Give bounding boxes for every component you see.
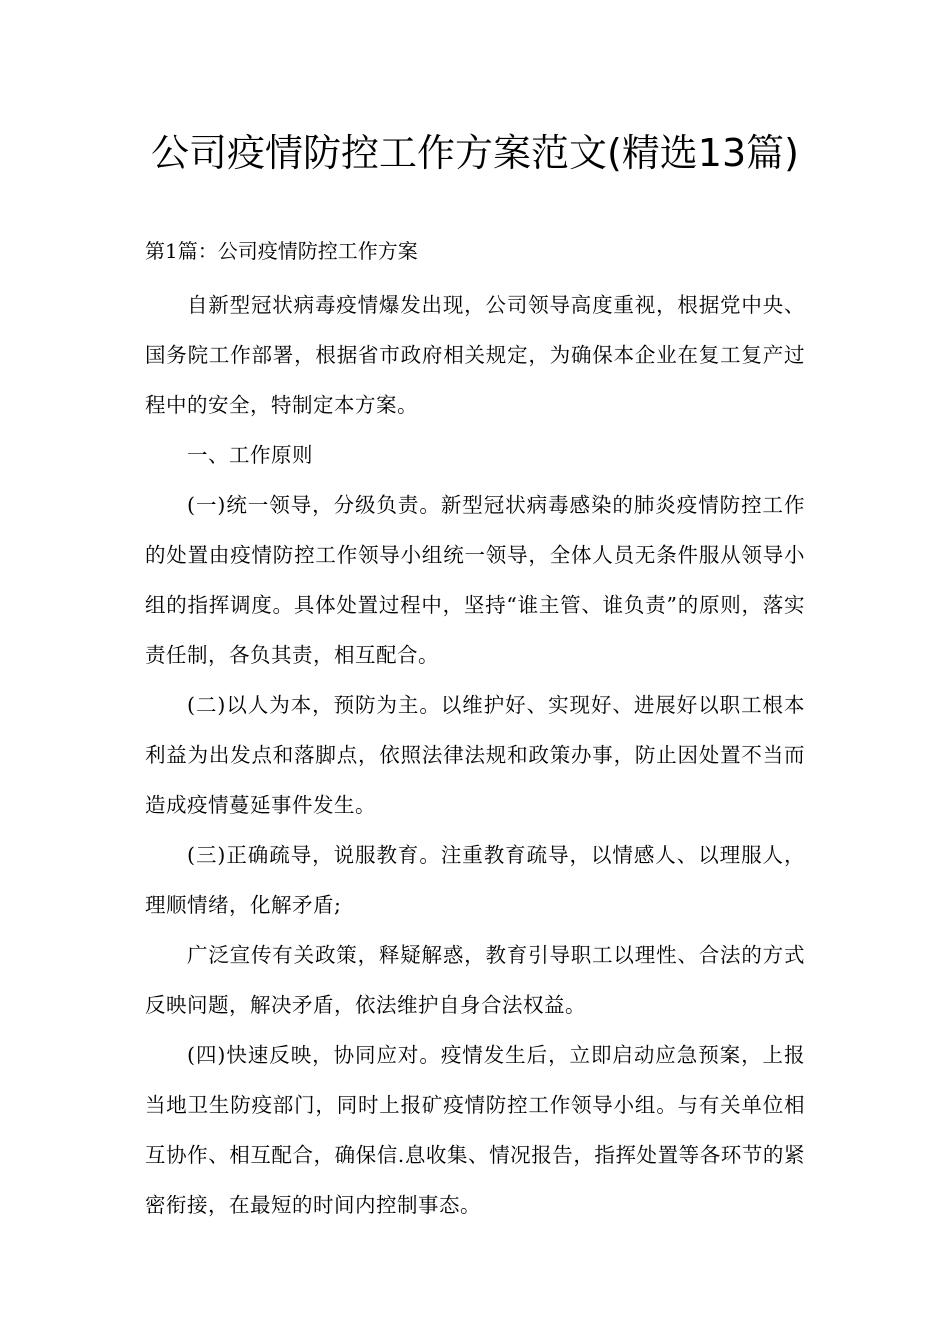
paragraph-intro: 自新型冠状病毒疫情爆发出现，公司领导高度重视，根据党中央、国务院工作部署，根据省市政府相关规定，为确保本企业在复工复产过程中的安全，特制定本方案。 bbox=[145, 293, 805, 417]
paragraph-principle-1: (一)统一领导，分级负责。新型冠状病毒感染的肺炎疫情防控工作的处置由疫情防控工作领导小组统一领导，全体人员无条件服从领导小组的指挥调度。具体处置过程中，坚持“谁主管、谁负责”的原则，落实责任制，各负其责，相互配合。 bbox=[145, 493, 805, 667]
paragraph-principle-4: (四)快速反映，协同应对。疫情发生后，立即启动应急预案，上报当地卫生防疫部门，同时上报矿疫情防控工作领导小组。与有关单位相互协作、相互配合，确保信.息收集、情况报告，指挥处置等各环节的紧密衔接，在最短的时间内控制事态。 bbox=[145, 1043, 805, 1217]
paragraph-principles-heading: 一、工作原则 bbox=[187, 443, 314, 467]
paragraph-principle-3-cont: 广泛宣传有关政策，释疑解惑，教育引导职工以理性、合法的方式反映问题，解决矛盾，依法维护自身合法权益。 bbox=[145, 943, 805, 1017]
paragraph-principle-2: (二)以人为本，预防为主。以维护好、实现好、进展好以职工根本利益为出发点和落脚点，依照法律法规和政策办事，防止因处置不当而造成疫情蔓延事件发生。 bbox=[145, 693, 805, 817]
paragraph-principle-3: (三)正确疏导，说服教育。注重教育疏导，以情感人、以理服人，理顺情绪，化解矛盾; bbox=[145, 843, 805, 917]
document-title: 公司疫情防控工作方案范文(精选13篇) bbox=[150, 131, 799, 175]
document-body bbox=[145, 280, 805, 1230]
section-heading: 第1篇：公司疫情防控工作方案 bbox=[145, 239, 418, 263]
